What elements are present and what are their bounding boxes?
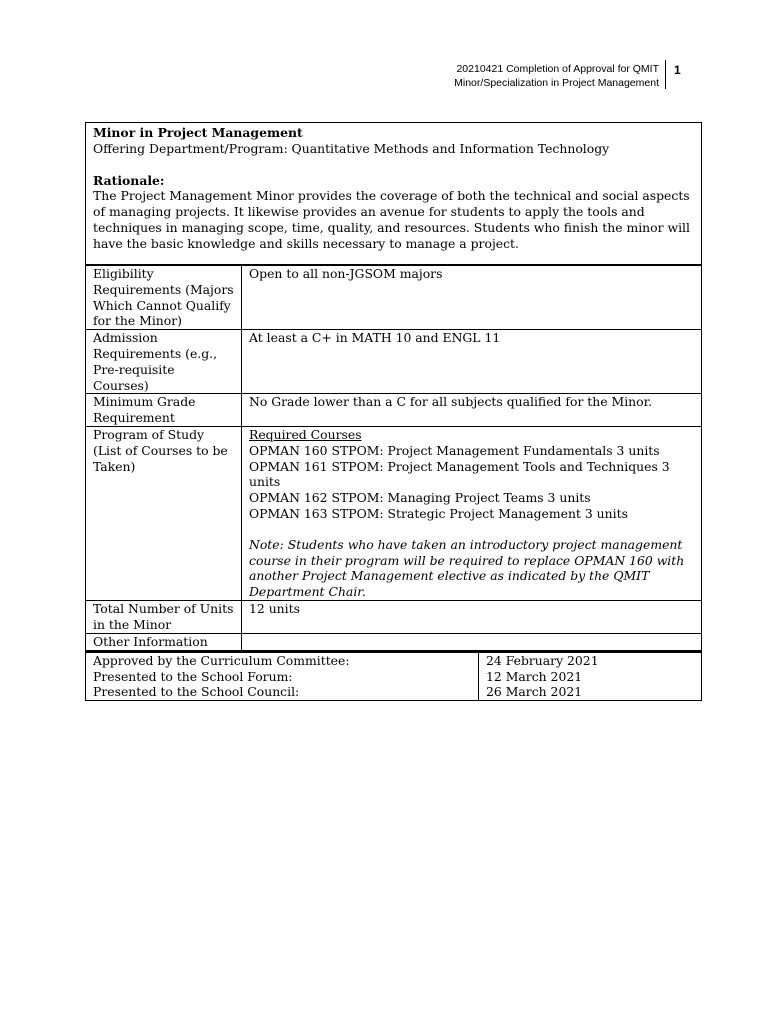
approval-label: Approved by the Curriculum Committee: (93, 652, 350, 668)
min-grade-value: No Grade lower than a C for all subjects qualified for the Minor. (242, 394, 702, 427)
program-value (242, 426, 702, 600)
rationale-heading: Rationale: (93, 172, 165, 188)
table-row (86, 394, 702, 427)
header-line-2: Minor/Specialization in Project Management (454, 77, 659, 89)
approval-label: Presented to the School Forum: (93, 668, 293, 684)
total-units-value: 12 units (242, 600, 702, 633)
program-label: Program of Study (List of Courses to be Taken) (86, 426, 242, 600)
header-divider (665, 60, 666, 89)
table-row (86, 265, 702, 330)
minor-title: Minor in Project Management (93, 125, 303, 140)
requirements-table (85, 264, 702, 651)
approval-date: 24 February 2021 (486, 652, 599, 668)
header-line-1: 20210421 Completion of Approval for QMIT (456, 63, 659, 75)
table-row (86, 426, 702, 600)
approval-row (86, 652, 702, 701)
other-info-value (242, 633, 702, 650)
admission-value: At least a C+ in MATH 10 and ENGL 11 (242, 330, 702, 394)
approval-dates (479, 652, 702, 701)
spacer (249, 522, 694, 537)
course-item: OPMAN 161 STPOM: Project Management Tools and Techniques 3 units (249, 458, 670, 490)
intro-box (85, 122, 702, 265)
other-info-label: Other Information (86, 633, 242, 650)
eligibility-label: Eligibility Requirements (Majors Which Cannot Qualify for the Minor) (86, 265, 242, 330)
min-grade-label: Minimum Grade Requirement (86, 394, 242, 427)
table-row (86, 633, 702, 650)
total-units-label: Total Number of Units in the Minor (86, 600, 242, 633)
required-courses-heading: Required Courses (249, 426, 362, 442)
approval-label: Presented to the School Council: (93, 684, 300, 700)
eligibility-value: Open to all non-JGSOM majors (242, 265, 702, 330)
approval-date: 26 March 2021 (486, 684, 583, 700)
approval-table (85, 651, 702, 701)
course-item: OPMAN 163 STPOM: Strategic Project Management 3 units (249, 505, 628, 521)
rationale-text: The Project Management Minor provides the coverage of both the technical and social aspects of managing projects. It likewise provides an avenue for students to apply the tools and techniques in managing scope, time, quality, and resources. Students who finish the minor will have the basic knowledge and skills necessary to manage a project. (93, 188, 690, 251)
offering-department: Offering Department/Program: Quantitative Methods and Information Technology (93, 140, 610, 156)
approval-date: 12 March 2021 (486, 668, 583, 684)
document-body (85, 122, 702, 701)
admission-label: Admission Requirements (e.g., Pre-requisite Courses) (86, 330, 242, 394)
spacer (93, 157, 694, 173)
table-row (86, 600, 702, 633)
approval-labels (86, 652, 479, 701)
course-item: OPMAN 162 STPOM: Managing Project Teams 3 units (249, 490, 591, 506)
program-note: Note: Students who have taken an introductory project management course in their program will be required to replace OPMAN 160 with another Project Management elective as indicated by the QMIT Department Chair. (249, 536, 685, 600)
page-number: 1 (674, 63, 681, 77)
course-item: OPMAN 160 STPOM: Project Management Fundamentals 3 units (249, 442, 660, 458)
table-row (86, 330, 702, 394)
page-header (300, 62, 659, 90)
